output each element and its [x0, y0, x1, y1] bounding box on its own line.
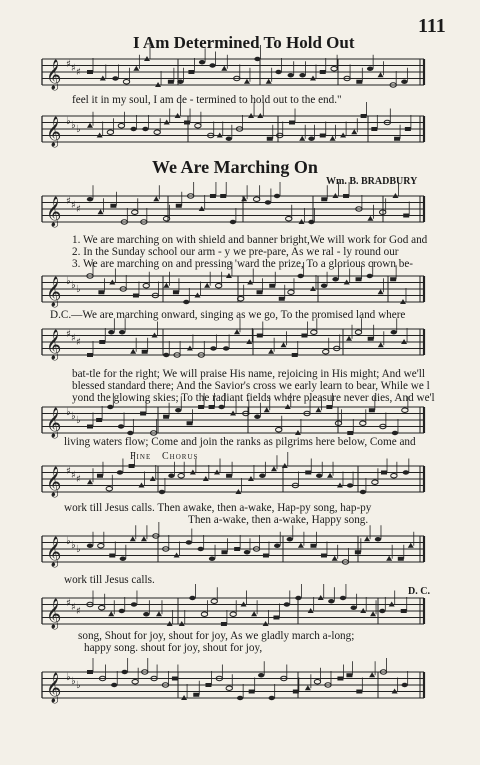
svg-text:♯: ♯ — [66, 196, 71, 207]
svg-text:𝄞: 𝄞 — [46, 277, 62, 307]
svg-text:♯: ♯ — [76, 474, 81, 485]
svg-text:𝄞: 𝄞 — [46, 599, 62, 629]
svg-text:♭: ♭ — [66, 116, 71, 127]
svg-text:♭: ♭ — [76, 680, 81, 691]
verse-1-line: 1. We are marching on with shield and banner bright,We will work for God and — [72, 234, 428, 246]
composer-credit: Wm. B. BRADBURY — [326, 176, 418, 187]
dc-lyric-line: D.C.—We are marching onward, singing as we go, To the promised land where — [50, 309, 406, 321]
svg-text:♭: ♭ — [71, 280, 76, 291]
svg-text:♭: ♭ — [71, 411, 76, 422]
svg-text:♯: ♯ — [71, 470, 76, 481]
svg-text:♭: ♭ — [66, 672, 71, 683]
hymn-title-2: We Are Marching On — [152, 157, 318, 177]
svg-text:𝄞: 𝄞 — [46, 408, 62, 438]
hymn-title-1: I Am Determined To Hold Out — [133, 33, 355, 52]
svg-text:𝄞: 𝄞 — [46, 673, 62, 703]
svg-text:♭: ♭ — [66, 276, 71, 287]
svg-text:♭: ♭ — [66, 407, 71, 418]
svg-text:♭: ♭ — [71, 676, 76, 687]
svg-text:♭: ♭ — [76, 284, 81, 295]
verse-3-line: 3. We are marching on and pressing 'ward the prize, To a glorious crown be- — [72, 258, 414, 270]
svg-text:♯: ♯ — [66, 59, 71, 70]
svg-text:𝄞: 𝄞 — [46, 537, 62, 567]
staff-treble-3 — [38, 325, 428, 365]
verse-2-line: 2. In the Sunday school our arm - y we pre-pare, As we ral - ly round our — [72, 246, 399, 258]
lyric-line: feel it in my soul, I am de - termined to hold out to the end." — [72, 94, 342, 106]
svg-text:𝄞: 𝄞 — [46, 330, 62, 360]
svg-text:𝄞: 𝄞 — [46, 197, 62, 227]
svg-text:♯: ♯ — [66, 466, 71, 477]
svg-text:𝄞: 𝄞 — [46, 117, 62, 147]
staff-bass-4 — [38, 532, 428, 572]
svg-text:♯: ♯ — [71, 602, 76, 613]
chorus-dc-lyric: work till Jesus calls. — [64, 574, 155, 586]
svg-text:♯: ♯ — [66, 598, 71, 609]
staff-bass-5 — [38, 668, 428, 708]
svg-text:♭: ♭ — [71, 540, 76, 551]
staff-treble-1 — [38, 55, 428, 95]
page-number: 111 — [418, 15, 446, 37]
final-lyric-bass: happy song. shout for joy, shout for joy, — [84, 642, 263, 654]
staff-bass-1 — [38, 112, 428, 152]
dc-lyric-line-2: living waters flow; Come and join the ranks as pilgrims here below, Come and — [64, 436, 416, 448]
verse-1-line-2: bat-tle for the right; We will praise His name, rejoicing in His might; And we'll — [72, 368, 425, 380]
svg-text:♯: ♯ — [76, 337, 81, 348]
svg-text:♯: ♯ — [76, 204, 81, 215]
svg-text:♯: ♯ — [76, 67, 81, 78]
staff-treble-4 — [38, 462, 428, 502]
chorus-mark: Chorus — [162, 451, 199, 462]
svg-text:♯: ♯ — [71, 333, 76, 344]
chorus-lyric-treble: work till Jesus calls. Then awake, then a-wake, Hap-py song, hap-py — [64, 502, 372, 514]
staff-treble-5 — [38, 594, 428, 634]
svg-text:♭: ♭ — [66, 536, 71, 547]
final-lyric-treble: song, Shout for joy, shout for joy, As we gladly march a-long; — [78, 630, 355, 642]
dc-mark: D. C. — [408, 586, 430, 597]
svg-text:♭: ♭ — [76, 124, 81, 135]
svg-text:𝄞: 𝄞 — [46, 60, 62, 90]
svg-text:♭: ♭ — [76, 544, 81, 555]
fine-mark: Fine — [130, 451, 152, 462]
svg-text:♭: ♭ — [76, 415, 81, 426]
svg-text:♭: ♭ — [71, 120, 76, 131]
svg-text:♯: ♯ — [76, 606, 81, 617]
svg-text:♯: ♯ — [66, 329, 71, 340]
staff-treble-2 — [38, 192, 428, 232]
verse-2-line-2: blessed standard there; And the Savior's cross we early learn to bear, While we l — [72, 380, 430, 392]
svg-text:𝄞: 𝄞 — [46, 467, 62, 497]
verse-3-line-2: yond the glowing skies; To the radiant fields where pleasure never dies, And we'l — [72, 392, 435, 404]
svg-text:♯: ♯ — [71, 200, 76, 211]
svg-text:♯: ♯ — [71, 63, 76, 74]
chorus-lyric-bass: Then a-wake, then a-wake, Happy song. — [188, 514, 369, 526]
staff-bass-2 — [38, 272, 428, 312]
